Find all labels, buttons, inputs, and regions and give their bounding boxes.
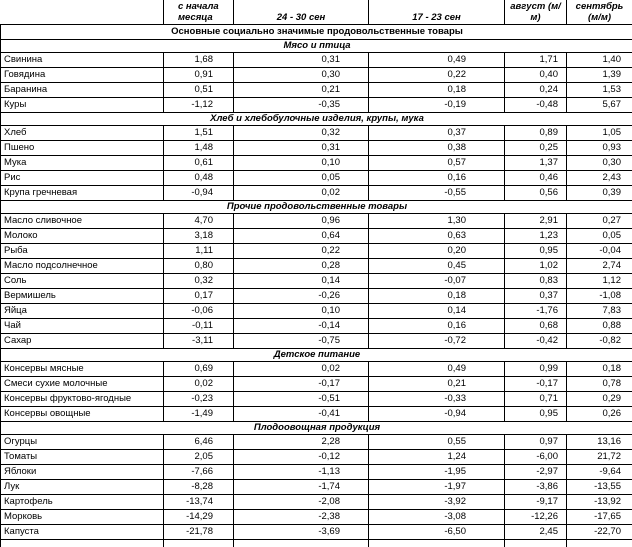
- product-name: Масло сливочное: [1, 214, 164, 229]
- value-week-24-30-sep: 0,28: [234, 259, 369, 274]
- value-week-17-23-sep: 0,45: [369, 259, 505, 274]
- empty-cell: [369, 540, 505, 547]
- value-week-17-23-sep: 0,63: [369, 229, 505, 244]
- value-week-24-30-sep: 0,31: [234, 53, 369, 68]
- value-august-mom: 1,23: [505, 229, 567, 244]
- table-row: [1, 319, 632, 334]
- empty-cell: [234, 540, 369, 547]
- value-month-to-date: 0,48: [164, 171, 234, 186]
- product-name: Масло подсолнечное: [1, 259, 164, 274]
- value-week-17-23-sep: 0,18: [369, 289, 505, 304]
- value-week-24-30-sep: 0,10: [234, 304, 369, 319]
- value-september-mom: -1,08: [567, 289, 632, 304]
- value-august-mom: 2,45: [505, 525, 567, 540]
- value-week-24-30-sep: 0,02: [234, 186, 369, 201]
- product-name: Куры: [1, 98, 164, 113]
- table-row: [1, 510, 632, 525]
- table-row: [1, 229, 632, 244]
- table-row: [1, 304, 632, 319]
- product-name: Консервы овощные: [1, 407, 164, 422]
- header-week-24-30-sep: 24 - 30 сен: [234, 0, 369, 25]
- value-week-17-23-sep: 0,16: [369, 171, 505, 186]
- value-month-to-date: -7,66: [164, 465, 234, 480]
- value-september-mom: -17,65: [567, 510, 632, 525]
- header-august-mom: август (м/м): [505, 0, 567, 25]
- value-week-17-23-sep: -1,95: [369, 465, 505, 480]
- value-september-mom: 0,05: [567, 229, 632, 244]
- value-month-to-date: 3,18: [164, 229, 234, 244]
- value-august-mom: 0,68: [505, 319, 567, 334]
- value-week-17-23-sep: -0,94: [369, 407, 505, 422]
- table-row: [1, 334, 632, 349]
- value-month-to-date: -0,94: [164, 186, 234, 201]
- value-august-mom: 0,83: [505, 274, 567, 289]
- product-name: Рыба: [1, 244, 164, 259]
- value-august-mom: 0,95: [505, 244, 567, 259]
- value-week-24-30-sep: -0,75: [234, 334, 369, 349]
- product-name: Чай: [1, 319, 164, 334]
- value-week-17-23-sep: -0,19: [369, 98, 505, 113]
- product-name: Огурцы: [1, 435, 164, 450]
- value-week-17-23-sep: -0,07: [369, 274, 505, 289]
- value-august-mom: -12,26: [505, 510, 567, 525]
- product-name: Хлеб: [1, 126, 164, 141]
- value-week-24-30-sep: -2,08: [234, 495, 369, 510]
- value-september-mom: -22,70: [567, 525, 632, 540]
- value-august-mom: 0,95: [505, 407, 567, 422]
- value-week-24-30-sep: 0,22: [234, 244, 369, 259]
- table-row: [1, 525, 632, 540]
- table-row: [1, 465, 632, 480]
- value-week-17-23-sep: 0,38: [369, 141, 505, 156]
- value-month-to-date: 6,46: [164, 435, 234, 450]
- value-september-mom: 2,43: [567, 171, 632, 186]
- value-week-24-30-sep: 0,10: [234, 156, 369, 171]
- value-september-mom: 0,29: [567, 392, 632, 407]
- value-month-to-date: 1,68: [164, 53, 234, 68]
- value-week-17-23-sep: 0,21: [369, 377, 505, 392]
- value-month-to-date: 1,51: [164, 126, 234, 141]
- value-week-17-23-sep: 1,30: [369, 214, 505, 229]
- value-august-mom: 0,24: [505, 83, 567, 98]
- value-september-mom: 0,26: [567, 407, 632, 422]
- table-row: [1, 53, 632, 68]
- value-september-mom: 21,72: [567, 450, 632, 465]
- value-week-17-23-sep: 0,37: [369, 126, 505, 141]
- table-row: [1, 186, 632, 201]
- value-august-mom: 0,40: [505, 68, 567, 83]
- product-name: Томаты: [1, 450, 164, 465]
- value-month-to-date: 0,61: [164, 156, 234, 171]
- value-week-24-30-sep: -0,41: [234, 407, 369, 422]
- product-name: Морковь: [1, 510, 164, 525]
- value-week-24-30-sep: -1,13: [234, 465, 369, 480]
- empty-cell: [505, 540, 567, 547]
- value-august-mom: 0,89: [505, 126, 567, 141]
- value-month-to-date: 2,05: [164, 450, 234, 465]
- value-september-mom: 0,39: [567, 186, 632, 201]
- value-august-mom: -0,17: [505, 377, 567, 392]
- value-september-mom: 0,88: [567, 319, 632, 334]
- table-row: [1, 141, 632, 156]
- value-month-to-date: -1,49: [164, 407, 234, 422]
- value-week-24-30-sep: 0,30: [234, 68, 369, 83]
- product-name: Смеси сухие молочные: [1, 377, 164, 392]
- section-header-row: [1, 113, 632, 126]
- product-name: Баранина: [1, 83, 164, 98]
- value-september-mom: -0,04: [567, 244, 632, 259]
- value-month-to-date: -8,28: [164, 480, 234, 495]
- value-week-17-23-sep: 1,24: [369, 450, 505, 465]
- value-august-mom: -0,48: [505, 98, 567, 113]
- value-september-mom: 0,27: [567, 214, 632, 229]
- product-name: Молоко: [1, 229, 164, 244]
- product-name: Пшено: [1, 141, 164, 156]
- value-august-mom: 0,37: [505, 289, 567, 304]
- section-header-row: [1, 40, 632, 53]
- value-week-24-30-sep: 0,14: [234, 274, 369, 289]
- value-week-24-30-sep: -0,12: [234, 450, 369, 465]
- value-september-mom: -13,92: [567, 495, 632, 510]
- table-row: [1, 407, 632, 422]
- header-september-mom: сентябрь (м/м): [567, 0, 632, 25]
- value-august-mom: 0,71: [505, 392, 567, 407]
- table-row: [1, 244, 632, 259]
- value-week-24-30-sep: -1,74: [234, 480, 369, 495]
- table-row: [1, 83, 632, 98]
- value-august-mom: -0,42: [505, 334, 567, 349]
- value-week-24-30-sep: -0,14: [234, 319, 369, 334]
- product-name: Яйца: [1, 304, 164, 319]
- section-title: Мясо и птица: [1, 40, 632, 53]
- value-month-to-date: 0,69: [164, 362, 234, 377]
- empty-cell: [164, 540, 234, 547]
- value-september-mom: 1,05: [567, 126, 632, 141]
- table-row: [1, 214, 632, 229]
- header-month-to-date: с начала месяца: [164, 0, 234, 25]
- section-header-row: [1, 349, 632, 362]
- table-row: [1, 98, 632, 113]
- value-august-mom: 0,97: [505, 435, 567, 450]
- product-name: Лук: [1, 480, 164, 495]
- product-name: Соль: [1, 274, 164, 289]
- product-name: Капуста: [1, 525, 164, 540]
- value-month-to-date: -0,11: [164, 319, 234, 334]
- value-week-24-30-sep: 0,64: [234, 229, 369, 244]
- table-row: [1, 259, 632, 274]
- value-week-17-23-sep: -0,33: [369, 392, 505, 407]
- value-week-24-30-sep: 0,96: [234, 214, 369, 229]
- value-week-24-30-sep: 0,21: [234, 83, 369, 98]
- value-month-to-date: -21,78: [164, 525, 234, 540]
- value-september-mom: 7,83: [567, 304, 632, 319]
- table-row: [1, 171, 632, 186]
- table-row: [1, 435, 632, 450]
- value-week-17-23-sep: 0,20: [369, 244, 505, 259]
- empty-cell: [1, 540, 164, 547]
- value-week-24-30-sep: 0,05: [234, 171, 369, 186]
- product-name: Картофель: [1, 495, 164, 510]
- value-week-17-23-sep: -3,92: [369, 495, 505, 510]
- section-header-row: [1, 201, 632, 214]
- table-row: [1, 274, 632, 289]
- value-september-mom: 1,40: [567, 53, 632, 68]
- value-september-mom: -13,55: [567, 480, 632, 495]
- value-month-to-date: 0,02: [164, 377, 234, 392]
- value-month-to-date: 1,11: [164, 244, 234, 259]
- product-name: Свинина: [1, 53, 164, 68]
- value-month-to-date: 0,51: [164, 83, 234, 98]
- value-month-to-date: -13,74: [164, 495, 234, 510]
- value-august-mom: 0,56: [505, 186, 567, 201]
- value-september-mom: 1,53: [567, 83, 632, 98]
- value-week-17-23-sep: 0,55: [369, 435, 505, 450]
- value-week-17-23-sep: 0,18: [369, 83, 505, 98]
- value-august-mom: 0,25: [505, 141, 567, 156]
- value-week-24-30-sep: -0,35: [234, 98, 369, 113]
- value-month-to-date: -1,12: [164, 98, 234, 113]
- value-september-mom: 0,18: [567, 362, 632, 377]
- table-row: [1, 392, 632, 407]
- table-row: [1, 450, 632, 465]
- empty-cell: [567, 540, 632, 547]
- value-week-17-23-sep: -0,72: [369, 334, 505, 349]
- section-title: Прочие продовольственные товары: [1, 201, 632, 214]
- value-august-mom: -6,00: [505, 450, 567, 465]
- value-week-24-30-sep: -3,69: [234, 525, 369, 540]
- product-name: Яблоки: [1, 465, 164, 480]
- value-september-mom: 1,39: [567, 68, 632, 83]
- value-august-mom: -9,17: [505, 495, 567, 510]
- value-month-to-date: -0,23: [164, 392, 234, 407]
- table-title: Основные социально значимые продовольственные товары: [1, 25, 632, 40]
- value-september-mom: -0,82: [567, 334, 632, 349]
- value-august-mom: 1,71: [505, 53, 567, 68]
- table-row: [1, 289, 632, 304]
- value-week-17-23-sep: 0,14: [369, 304, 505, 319]
- value-month-to-date: -3,11: [164, 334, 234, 349]
- value-august-mom: 1,02: [505, 259, 567, 274]
- value-september-mom: 0,93: [567, 141, 632, 156]
- value-month-to-date: -0,06: [164, 304, 234, 319]
- table-row: [1, 480, 632, 495]
- value-week-17-23-sep: 0,49: [369, 53, 505, 68]
- table-row: [1, 362, 632, 377]
- table-title-row: [1, 25, 632, 40]
- value-week-17-23-sep: 0,57: [369, 156, 505, 171]
- table-row: [1, 126, 632, 141]
- value-august-mom: 1,37: [505, 156, 567, 171]
- header-week-17-23-sep: 17 - 23 сен: [369, 0, 505, 25]
- value-week-24-30-sep: 0,02: [234, 362, 369, 377]
- header-product: [1, 0, 164, 25]
- value-week-24-30-sep: -0,26: [234, 289, 369, 304]
- value-week-24-30-sep: -2,38: [234, 510, 369, 525]
- product-name: Рис: [1, 171, 164, 186]
- value-month-to-date: 0,80: [164, 259, 234, 274]
- value-week-24-30-sep: 2,28: [234, 435, 369, 450]
- value-september-mom: 0,30: [567, 156, 632, 171]
- header-row: [1, 0, 632, 25]
- product-name: Мука: [1, 156, 164, 171]
- value-august-mom: 0,99: [505, 362, 567, 377]
- value-month-to-date: -14,29: [164, 510, 234, 525]
- value-month-to-date: 0,17: [164, 289, 234, 304]
- value-week-24-30-sep: -0,17: [234, 377, 369, 392]
- value-august-mom: -2,97: [505, 465, 567, 480]
- value-month-to-date: 4,70: [164, 214, 234, 229]
- section-title: Хлеб и хлебобулочные изделия, крупы, мука: [1, 113, 632, 126]
- table-row: [1, 156, 632, 171]
- value-week-17-23-sep: 0,16: [369, 319, 505, 334]
- value-august-mom: 2,91: [505, 214, 567, 229]
- table-row: [1, 495, 632, 510]
- section-header-row: [1, 422, 632, 435]
- product-name: Сахар: [1, 334, 164, 349]
- product-name: Консервы фруктово-ягодные: [1, 392, 164, 407]
- table-row: [1, 68, 632, 83]
- table-bottom-edge: [1, 540, 632, 547]
- value-week-24-30-sep: 0,31: [234, 141, 369, 156]
- value-week-17-23-sep: -1,97: [369, 480, 505, 495]
- value-september-mom: 2,74: [567, 259, 632, 274]
- value-week-24-30-sep: 0,32: [234, 126, 369, 141]
- value-september-mom: -9,64: [567, 465, 632, 480]
- product-name: Крупа гречневая: [1, 186, 164, 201]
- value-september-mom: 13,16: [567, 435, 632, 450]
- value-august-mom: 0,46: [505, 171, 567, 186]
- value-week-17-23-sep: 0,49: [369, 362, 505, 377]
- section-title: Плодоовощная продукция: [1, 422, 632, 435]
- table-row: [1, 377, 632, 392]
- value-month-to-date: 1,48: [164, 141, 234, 156]
- value-september-mom: 1,12: [567, 274, 632, 289]
- product-name: Говядина: [1, 68, 164, 83]
- value-september-mom: 5,67: [567, 98, 632, 113]
- value-week-17-23-sep: -3,08: [369, 510, 505, 525]
- value-week-17-23-sep: -6,50: [369, 525, 505, 540]
- value-week-17-23-sep: -0,55: [369, 186, 505, 201]
- product-name: Вермишель: [1, 289, 164, 304]
- value-week-17-23-sep: 0,22: [369, 68, 505, 83]
- value-september-mom: 0,78: [567, 377, 632, 392]
- value-week-24-30-sep: -0,51: [234, 392, 369, 407]
- value-august-mom: -3,86: [505, 480, 567, 495]
- section-title: Детское питание: [1, 349, 632, 362]
- value-month-to-date: 0,32: [164, 274, 234, 289]
- product-name: Консервы мясные: [1, 362, 164, 377]
- value-month-to-date: 0,91: [164, 68, 234, 83]
- value-august-mom: -1,76: [505, 304, 567, 319]
